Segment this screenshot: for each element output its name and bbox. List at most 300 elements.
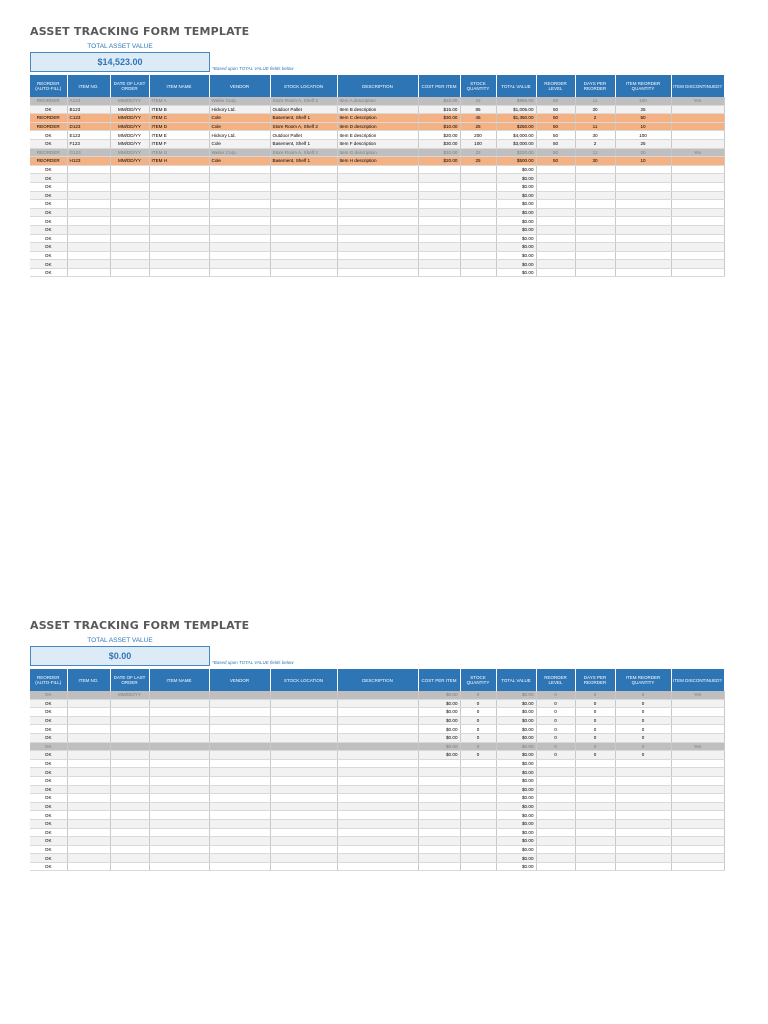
cell-date-last-order[interactable] bbox=[110, 725, 149, 734]
cell-description[interactable] bbox=[337, 776, 418, 785]
cell-total-value[interactable]: $0.00 bbox=[496, 174, 536, 183]
cell-days-per-reorder[interactable]: 11 bbox=[575, 122, 615, 131]
cell-stock-quantity[interactable] bbox=[460, 260, 496, 269]
cell-days-per-reorder[interactable]: 11 bbox=[575, 148, 615, 157]
cell-stock-quantity[interactable]: 0 bbox=[460, 708, 496, 717]
column-header-item-name[interactable]: ITEM NAME bbox=[149, 75, 209, 97]
cell-reorder[interactable]: OK bbox=[30, 260, 67, 269]
cell-days-per-reorder[interactable] bbox=[575, 225, 615, 234]
cell-item-name[interactable] bbox=[149, 165, 209, 174]
cell-reorder-level[interactable]: 0 bbox=[536, 751, 575, 760]
cell-days-per-reorder[interactable] bbox=[575, 200, 615, 209]
cell-item-discontinued[interactable] bbox=[671, 131, 724, 140]
cell-description[interactable]: Item B description bbox=[337, 105, 418, 114]
cell-reorder-level[interactable]: 50 bbox=[536, 157, 575, 166]
cell-vendor[interactable] bbox=[209, 742, 270, 751]
cell-reorder[interactable]: OK bbox=[30, 819, 67, 828]
cell-item-no[interactable] bbox=[67, 759, 110, 768]
cell-vendor[interactable] bbox=[209, 819, 270, 828]
cell-cost-per-item[interactable]: $20.00 bbox=[418, 157, 460, 166]
cell-stock-location[interactable]: Basement, Shelf 1 bbox=[270, 157, 337, 166]
cell-reorder[interactable]: REORDER bbox=[30, 148, 67, 157]
cell-days-per-reorder[interactable] bbox=[575, 208, 615, 217]
cell-item-discontinued[interactable] bbox=[671, 759, 724, 768]
cell-description[interactable] bbox=[337, 794, 418, 803]
cell-reorder[interactable]: OK bbox=[30, 845, 67, 854]
cell-item-no[interactable] bbox=[67, 225, 110, 234]
cell-item-no[interactable] bbox=[67, 174, 110, 183]
cell-item-discontinued[interactable] bbox=[671, 157, 724, 166]
column-header-item-discontinued[interactable]: ITEM DISCONTINUED? bbox=[671, 75, 724, 97]
cell-stock-quantity[interactable] bbox=[460, 794, 496, 803]
cell-cost-per-item[interactable] bbox=[418, 268, 460, 277]
cell-stock-quantity[interactable] bbox=[460, 191, 496, 200]
cell-total-value[interactable]: $0.00 bbox=[496, 742, 536, 751]
cell-reorder-level[interactable]: 0 bbox=[536, 742, 575, 751]
cell-cost-per-item[interactable] bbox=[418, 208, 460, 217]
cell-item-reorder-quantity[interactable]: 25 bbox=[615, 105, 671, 114]
cell-total-value[interactable]: $0.00 bbox=[496, 691, 536, 699]
cell-item-no[interactable] bbox=[67, 165, 110, 174]
cell-item-no[interactable] bbox=[67, 751, 110, 760]
cell-description[interactable] bbox=[337, 243, 418, 252]
cell-cost-per-item[interactable]: $15.00 bbox=[418, 105, 460, 114]
cell-stock-location[interactable] bbox=[270, 733, 337, 742]
cell-reorder[interactable]: OK bbox=[30, 854, 67, 863]
cell-days-per-reorder[interactable] bbox=[575, 165, 615, 174]
cell-item-no[interactable] bbox=[67, 768, 110, 777]
cell-stock-location[interactable] bbox=[270, 837, 337, 846]
cell-item-name[interactable] bbox=[149, 751, 209, 760]
cell-stock-location[interactable] bbox=[270, 243, 337, 252]
column-header-item-reorder-quantity[interactable]: ITEM REORDER QUANTITY bbox=[615, 75, 671, 97]
cell-stock-quantity[interactable] bbox=[460, 819, 496, 828]
cell-stock-quantity[interactable] bbox=[460, 811, 496, 820]
cell-item-discontinued[interactable]: Yes bbox=[671, 691, 724, 699]
cell-item-name[interactable] bbox=[149, 828, 209, 837]
cell-cost-per-item[interactable]: $10.00 bbox=[418, 148, 460, 157]
cell-stock-quantity[interactable]: 45 bbox=[460, 114, 496, 123]
cell-description[interactable] bbox=[337, 200, 418, 209]
cell-item-name[interactable] bbox=[149, 217, 209, 226]
cell-stock-location[interactable] bbox=[270, 191, 337, 200]
cell-item-no[interactable]: D123 bbox=[67, 122, 110, 131]
cell-stock-location[interactable] bbox=[270, 200, 337, 209]
cell-days-per-reorder[interactable]: 30 bbox=[575, 131, 615, 140]
cell-date-last-order[interactable]: MM/DD/YY bbox=[110, 691, 149, 699]
cell-date-last-order[interactable] bbox=[110, 854, 149, 863]
cell-item-no[interactable] bbox=[67, 862, 110, 871]
cell-cost-per-item[interactable] bbox=[418, 260, 460, 269]
cell-date-last-order[interactable] bbox=[110, 862, 149, 871]
cell-stock-quantity[interactable] bbox=[460, 785, 496, 794]
cell-item-name[interactable] bbox=[149, 225, 209, 234]
cell-item-discontinued[interactable] bbox=[671, 716, 724, 725]
column-header-date-last-order[interactable]: DATE OF LAST ORDER bbox=[110, 75, 149, 97]
cell-item-reorder-quantity[interactable]: 50 bbox=[615, 114, 671, 123]
cell-vendor[interactable]: Weiler Corp. bbox=[209, 148, 270, 157]
cell-total-value[interactable]: $0.00 bbox=[496, 733, 536, 742]
cell-item-discontinued[interactable] bbox=[671, 200, 724, 209]
cell-item-name[interactable] bbox=[149, 716, 209, 725]
cell-reorder[interactable]: OK bbox=[30, 225, 67, 234]
cell-days-per-reorder[interactable] bbox=[575, 251, 615, 260]
cell-vendor[interactable] bbox=[209, 733, 270, 742]
cell-total-value[interactable]: $0.00 bbox=[496, 854, 536, 863]
cell-description[interactable] bbox=[337, 854, 418, 863]
cell-item-discontinued[interactable]: Yes bbox=[671, 97, 724, 105]
cell-reorder[interactable]: OK bbox=[30, 828, 67, 837]
column-header-days-per-reorder[interactable]: DAYS PER REORDER bbox=[575, 75, 615, 97]
cell-reorder[interactable]: OK bbox=[30, 251, 67, 260]
cell-stock-location[interactable] bbox=[270, 776, 337, 785]
cell-date-last-order[interactable] bbox=[110, 819, 149, 828]
cell-reorder-level[interactable] bbox=[536, 268, 575, 277]
cell-days-per-reorder[interactable] bbox=[575, 785, 615, 794]
cell-vendor[interactable]: Cole bbox=[209, 114, 270, 123]
cell-cost-per-item[interactable] bbox=[418, 854, 460, 863]
cell-stock-location[interactable] bbox=[270, 699, 337, 708]
column-header-item-name[interactable]: ITEM NAME bbox=[149, 669, 209, 691]
cell-item-discontinued[interactable] bbox=[671, 862, 724, 871]
cell-cost-per-item[interactable]: $0.00 bbox=[418, 699, 460, 708]
cell-stock-quantity[interactable] bbox=[460, 182, 496, 191]
cell-vendor[interactable] bbox=[209, 785, 270, 794]
cell-item-name[interactable]: ITEM D bbox=[149, 122, 209, 131]
cell-description[interactable] bbox=[337, 165, 418, 174]
cell-vendor[interactable] bbox=[209, 828, 270, 837]
cell-item-reorder-quantity[interactable] bbox=[615, 234, 671, 243]
cell-reorder-level[interactable]: 50 bbox=[536, 97, 575, 105]
cell-date-last-order[interactable] bbox=[110, 165, 149, 174]
cell-stock-location[interactable] bbox=[270, 725, 337, 734]
cell-date-last-order[interactable] bbox=[110, 759, 149, 768]
cell-stock-quantity[interactable] bbox=[460, 845, 496, 854]
cell-description[interactable] bbox=[337, 742, 418, 751]
cell-total-value[interactable]: $0.00 bbox=[496, 845, 536, 854]
cell-date-last-order[interactable] bbox=[110, 794, 149, 803]
cell-item-reorder-quantity[interactable] bbox=[615, 845, 671, 854]
cell-item-reorder-quantity[interactable] bbox=[615, 828, 671, 837]
cell-item-discontinued[interactable] bbox=[671, 122, 724, 131]
cell-date-last-order[interactable]: MM/DD/YY bbox=[110, 139, 149, 148]
cell-total-value[interactable]: $0.00 bbox=[496, 208, 536, 217]
cell-reorder-level[interactable]: 50 bbox=[536, 131, 575, 140]
cell-stock-location[interactable] bbox=[270, 251, 337, 260]
cell-item-reorder-quantity[interactable]: 0 bbox=[615, 725, 671, 734]
cell-cost-per-item[interactable]: $0.00 bbox=[418, 742, 460, 751]
cell-item-reorder-quantity[interactable] bbox=[615, 768, 671, 777]
cell-days-per-reorder[interactable] bbox=[575, 174, 615, 183]
cell-reorder[interactable]: OK bbox=[30, 811, 67, 820]
cell-reorder[interactable]: OK bbox=[30, 733, 67, 742]
cell-vendor[interactable] bbox=[209, 234, 270, 243]
cell-item-reorder-quantity[interactable]: 0 bbox=[615, 708, 671, 717]
cell-reorder[interactable]: OK bbox=[30, 268, 67, 277]
cell-item-name[interactable] bbox=[149, 725, 209, 734]
cell-item-name[interactable] bbox=[149, 802, 209, 811]
cell-item-no[interactable] bbox=[67, 260, 110, 269]
cell-vendor[interactable] bbox=[209, 251, 270, 260]
cell-cost-per-item[interactable]: $0.00 bbox=[418, 716, 460, 725]
cell-stock-location[interactable] bbox=[270, 802, 337, 811]
cell-vendor[interactable] bbox=[209, 854, 270, 863]
column-header-reorder-level[interactable]: REORDER LEVEL bbox=[536, 75, 575, 97]
cell-vendor[interactable]: Cole bbox=[209, 122, 270, 131]
cell-stock-quantity[interactable] bbox=[460, 828, 496, 837]
column-header-vendor[interactable]: VENDOR bbox=[209, 669, 270, 691]
cell-item-discontinued[interactable] bbox=[671, 794, 724, 803]
cell-reorder-level[interactable] bbox=[536, 802, 575, 811]
cell-item-discontinued[interactable] bbox=[671, 260, 724, 269]
cell-total-value[interactable]: $0.00 bbox=[496, 699, 536, 708]
cell-total-value[interactable]: $0.00 bbox=[496, 862, 536, 871]
cell-reorder-level[interactable] bbox=[536, 845, 575, 854]
column-header-stock-location[interactable]: STOCK LOCATION bbox=[270, 669, 337, 691]
column-header-reorder[interactable]: REORDER (AUTO-FILL) bbox=[30, 669, 67, 691]
cell-cost-per-item[interactable] bbox=[418, 802, 460, 811]
cell-reorder[interactable]: OK bbox=[30, 691, 67, 699]
cell-cost-per-item[interactable] bbox=[418, 200, 460, 209]
cell-cost-per-item[interactable] bbox=[418, 251, 460, 260]
cell-days-per-reorder[interactable]: 0 bbox=[575, 725, 615, 734]
cell-item-reorder-quantity[interactable] bbox=[615, 862, 671, 871]
cell-vendor[interactable] bbox=[209, 200, 270, 209]
cell-item-no[interactable] bbox=[67, 819, 110, 828]
cell-date-last-order[interactable] bbox=[110, 716, 149, 725]
cell-item-no[interactable] bbox=[67, 191, 110, 200]
cell-cost-per-item[interactable] bbox=[418, 191, 460, 200]
cell-total-value[interactable]: $0.00 bbox=[496, 759, 536, 768]
cell-stock-location[interactable]: Outdoor Pallet bbox=[270, 131, 337, 140]
cell-date-last-order[interactable] bbox=[110, 268, 149, 277]
cell-item-name[interactable] bbox=[149, 251, 209, 260]
cell-days-per-reorder[interactable] bbox=[575, 811, 615, 820]
cell-item-discontinued[interactable] bbox=[671, 845, 724, 854]
cell-total-value[interactable]: $0.00 bbox=[496, 751, 536, 760]
cell-item-no[interactable] bbox=[67, 725, 110, 734]
cell-reorder[interactable]: OK bbox=[30, 794, 67, 803]
cell-total-value[interactable]: $0.00 bbox=[496, 811, 536, 820]
cell-reorder-level[interactable] bbox=[536, 191, 575, 200]
cell-date-last-order[interactable] bbox=[110, 802, 149, 811]
cell-cost-per-item[interactable]: $22.00 bbox=[418, 97, 460, 105]
cell-stock-location[interactable] bbox=[270, 260, 337, 269]
cell-item-name[interactable] bbox=[149, 862, 209, 871]
cell-total-value[interactable]: $0.00 bbox=[496, 165, 536, 174]
cell-days-per-reorder[interactable]: 0 bbox=[575, 751, 615, 760]
cell-vendor[interactable] bbox=[209, 691, 270, 699]
cell-item-no[interactable]: H123 bbox=[67, 157, 110, 166]
cell-days-per-reorder[interactable] bbox=[575, 217, 615, 226]
cell-description[interactable] bbox=[337, 837, 418, 846]
cell-description[interactable] bbox=[337, 208, 418, 217]
cell-reorder-level[interactable]: 0 bbox=[536, 708, 575, 717]
cell-description[interactable] bbox=[337, 268, 418, 277]
cell-total-value[interactable]: $0.00 bbox=[496, 191, 536, 200]
cell-item-reorder-quantity[interactable] bbox=[615, 243, 671, 252]
cell-days-per-reorder[interactable] bbox=[575, 837, 615, 846]
cell-description[interactable] bbox=[337, 785, 418, 794]
cell-item-reorder-quantity[interactable]: 0 bbox=[615, 699, 671, 708]
cell-item-discontinued[interactable] bbox=[671, 251, 724, 260]
cell-description[interactable] bbox=[337, 802, 418, 811]
cell-item-discontinued[interactable] bbox=[671, 776, 724, 785]
cell-total-value[interactable]: $500.00 bbox=[496, 157, 536, 166]
cell-description[interactable] bbox=[337, 251, 418, 260]
cell-item-name[interactable] bbox=[149, 819, 209, 828]
total-asset-value[interactable]: $14,523.00 bbox=[30, 52, 210, 72]
cell-vendor[interactable] bbox=[209, 268, 270, 277]
cell-item-no[interactable] bbox=[67, 733, 110, 742]
cell-description[interactable]: Item H description bbox=[337, 157, 418, 166]
cell-description[interactable] bbox=[337, 725, 418, 734]
cell-stock-location[interactable] bbox=[270, 234, 337, 243]
cell-item-discontinued[interactable] bbox=[671, 268, 724, 277]
cell-item-no[interactable] bbox=[67, 691, 110, 699]
cell-item-discontinued[interactable] bbox=[671, 182, 724, 191]
cell-date-last-order[interactable] bbox=[110, 828, 149, 837]
cell-item-discontinued[interactable] bbox=[671, 751, 724, 760]
cell-stock-location[interactable] bbox=[270, 828, 337, 837]
cell-item-reorder-quantity[interactable] bbox=[615, 165, 671, 174]
column-header-item-discontinued[interactable]: ITEM DISCONTINUED? bbox=[671, 669, 724, 691]
cell-vendor[interactable] bbox=[209, 165, 270, 174]
cell-item-name[interactable]: ITEM F bbox=[149, 139, 209, 148]
cell-reorder-level[interactable]: 0 bbox=[536, 699, 575, 708]
cell-stock-quantity[interactable] bbox=[460, 768, 496, 777]
cell-reorder[interactable]: OK bbox=[30, 759, 67, 768]
cell-item-name[interactable] bbox=[149, 811, 209, 820]
cell-cost-per-item[interactable]: $0.00 bbox=[418, 691, 460, 699]
cell-item-name[interactable] bbox=[149, 854, 209, 863]
cell-stock-location[interactable] bbox=[270, 174, 337, 183]
cell-date-last-order[interactable] bbox=[110, 785, 149, 794]
cell-cost-per-item[interactable] bbox=[418, 165, 460, 174]
cell-reorder-level[interactable] bbox=[536, 208, 575, 217]
cell-reorder-level[interactable] bbox=[536, 200, 575, 209]
cell-item-no[interactable]: F123 bbox=[67, 139, 110, 148]
cell-reorder[interactable]: OK bbox=[30, 725, 67, 734]
cell-stock-quantity[interactable] bbox=[460, 854, 496, 863]
cell-reorder[interactable]: OK bbox=[30, 785, 67, 794]
cell-vendor[interactable]: Hickory Ltd. bbox=[209, 105, 270, 114]
cell-stock-location[interactable] bbox=[270, 819, 337, 828]
cell-description[interactable] bbox=[337, 759, 418, 768]
cell-item-discontinued[interactable] bbox=[671, 837, 724, 846]
cell-reorder[interactable]: OK bbox=[30, 802, 67, 811]
cell-reorder-level[interactable]: 50 bbox=[536, 105, 575, 114]
cell-item-reorder-quantity[interactable] bbox=[615, 208, 671, 217]
cell-total-value[interactable]: $0.00 bbox=[496, 794, 536, 803]
cell-description[interactable] bbox=[337, 699, 418, 708]
cell-stock-location[interactable] bbox=[270, 217, 337, 226]
cell-date-last-order[interactable] bbox=[110, 811, 149, 820]
cell-cost-per-item[interactable]: $0.00 bbox=[418, 751, 460, 760]
cell-stock-location[interactable] bbox=[270, 794, 337, 803]
cell-date-last-order[interactable]: MM/DD/YY bbox=[110, 131, 149, 140]
cell-reorder[interactable]: OK bbox=[30, 191, 67, 200]
cell-item-reorder-quantity[interactable] bbox=[615, 802, 671, 811]
cell-item-name[interactable]: ITEM E bbox=[149, 131, 209, 140]
cell-stock-location[interactable] bbox=[270, 759, 337, 768]
cell-date-last-order[interactable] bbox=[110, 243, 149, 252]
cell-total-value[interactable]: $0.00 bbox=[496, 828, 536, 837]
cell-item-discontinued[interactable] bbox=[671, 768, 724, 777]
cell-item-reorder-quantity[interactable] bbox=[615, 837, 671, 846]
cell-total-value[interactable]: $250.00 bbox=[496, 122, 536, 131]
cell-stock-quantity[interactable]: 100 bbox=[460, 139, 496, 148]
cell-item-discontinued[interactable] bbox=[671, 819, 724, 828]
cell-stock-location[interactable]: Outdoor Pallet bbox=[270, 105, 337, 114]
cell-vendor[interactable] bbox=[209, 794, 270, 803]
cell-item-name[interactable] bbox=[149, 785, 209, 794]
column-header-item-no[interactable]: ITEM NO. bbox=[67, 75, 110, 97]
cell-item-discontinued[interactable] bbox=[671, 225, 724, 234]
cell-item-discontinued[interactable] bbox=[671, 139, 724, 148]
cell-date-last-order[interactable] bbox=[110, 776, 149, 785]
cell-description[interactable] bbox=[337, 819, 418, 828]
cell-item-no[interactable] bbox=[67, 854, 110, 863]
cell-vendor[interactable] bbox=[209, 837, 270, 846]
cell-vendor[interactable] bbox=[209, 776, 270, 785]
cell-stock-location[interactable]: Store Room A, Shelf 2 bbox=[270, 97, 337, 105]
cell-item-name[interactable]: ITEM A bbox=[149, 97, 209, 105]
cell-vendor[interactable]: Cole bbox=[209, 157, 270, 166]
cell-days-per-reorder[interactable] bbox=[575, 759, 615, 768]
cell-stock-location[interactable] bbox=[270, 785, 337, 794]
cell-days-per-reorder[interactable] bbox=[575, 819, 615, 828]
cell-item-discontinued[interactable] bbox=[671, 828, 724, 837]
total-asset-value[interactable]: $0.00 bbox=[30, 646, 210, 666]
cell-reorder[interactable]: OK bbox=[30, 139, 67, 148]
cell-vendor[interactable] bbox=[209, 243, 270, 252]
cell-reorder[interactable]: OK bbox=[30, 174, 67, 183]
cell-days-per-reorder[interactable] bbox=[575, 802, 615, 811]
cell-date-last-order[interactable] bbox=[110, 225, 149, 234]
cell-stock-quantity[interactable] bbox=[460, 251, 496, 260]
cell-vendor[interactable] bbox=[209, 759, 270, 768]
cell-date-last-order[interactable] bbox=[110, 191, 149, 200]
cell-reorder-level[interactable] bbox=[536, 828, 575, 837]
cell-description[interactable]: Item A description bbox=[337, 97, 418, 105]
cell-stock-quantity[interactable]: 200 bbox=[460, 131, 496, 140]
cell-stock-quantity[interactable]: 85 bbox=[460, 105, 496, 114]
cell-description[interactable] bbox=[337, 828, 418, 837]
cell-description[interactable] bbox=[337, 708, 418, 717]
cell-total-value[interactable]: $0.00 bbox=[496, 725, 536, 734]
cell-cost-per-item[interactable] bbox=[418, 243, 460, 252]
cell-vendor[interactable] bbox=[209, 699, 270, 708]
cell-item-reorder-quantity[interactable] bbox=[615, 260, 671, 269]
cell-reorder[interactable]: OK bbox=[30, 182, 67, 191]
cell-stock-location[interactable] bbox=[270, 845, 337, 854]
cell-stock-quantity[interactable] bbox=[460, 268, 496, 277]
cell-stock-quantity[interactable] bbox=[460, 759, 496, 768]
cell-date-last-order[interactable] bbox=[110, 837, 149, 846]
cell-total-value[interactable]: $0.00 bbox=[496, 716, 536, 725]
cell-stock-location[interactable] bbox=[270, 182, 337, 191]
cell-description[interactable]: Item C description bbox=[337, 114, 418, 123]
cell-item-no[interactable] bbox=[67, 716, 110, 725]
cell-reorder[interactable]: OK bbox=[30, 837, 67, 846]
cell-stock-quantity[interactable]: 0 bbox=[460, 742, 496, 751]
cell-days-per-reorder[interactable] bbox=[575, 768, 615, 777]
cell-item-no[interactable] bbox=[67, 742, 110, 751]
cell-days-per-reorder[interactable] bbox=[575, 182, 615, 191]
cell-reorder-level[interactable] bbox=[536, 837, 575, 846]
cell-item-no[interactable] bbox=[67, 837, 110, 846]
